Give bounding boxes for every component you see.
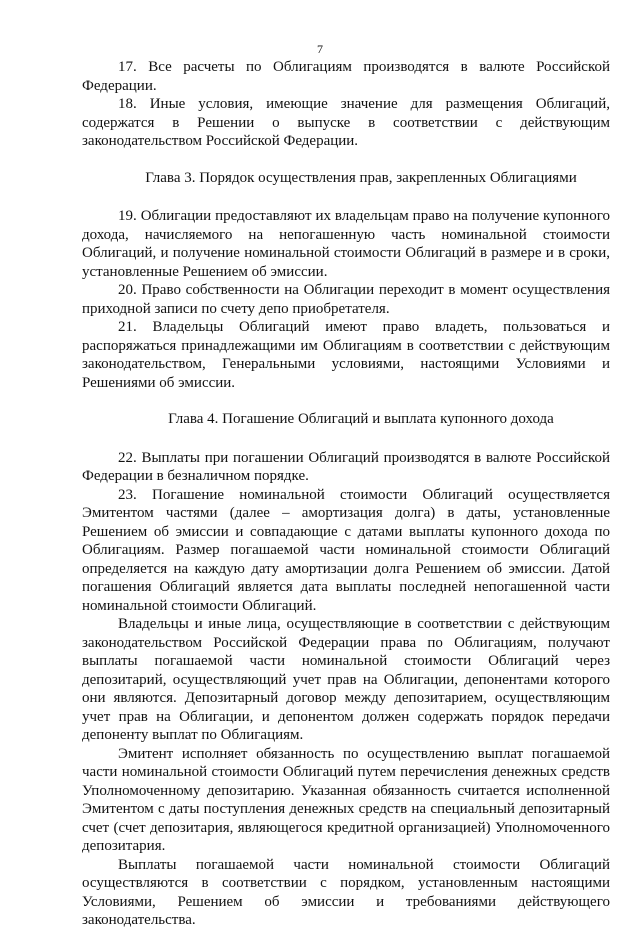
chapter-4-heading: Глава 4. Погашение Облигаций и выплата купонного дохода — [168, 411, 554, 427]
paragraph-17: 17. Все расчеты по Облигациям производятся в валюте Российской Федерации. — [82, 59, 610, 94]
paragraph-23: 23. Погашение номинальной стоимости Облигаций осуществляется Эмитентом частями (далее – амортизация долга) в даты, установленные Решением об эмиссии и совпадающие с датами выплаты купонного дохода по Облигациям. Размер погашаемой части номинальной стоимости Облигаций определяется на каждую дату амортизации долга Решением об эмиссии. Датой погашения Облигаций является дата выплаты последней непогашенной части номинальной стоимости Облигаций. — [82, 486, 610, 614]
page-number: 7 — [317, 42, 323, 56]
paragraph-19: 19. Облигации предоставляют их владельцам право на получение купонного дохода, начисляемого на непогашенную часть номинальной стоимости Облигаций, и получение номинальной стоимости Облигаций в размере и в сроки, установленные Решением об эмиссии. — [82, 208, 610, 280]
chapter-3-heading: Глава 3. Порядок осуществления прав, закрепленных Облигациями — [145, 169, 577, 186]
paragraph-18: 18. Иные условия, имеющие значение для размещения Облигаций, содержатся в Решении о выпуске в соответствии с действующим законодательством Российской Федерации. — [82, 96, 610, 149]
paragraph-20: 20. Право собственности на Облигации переходит в момент осуществления приходной записи по счету депо приобретателя. — [82, 282, 610, 317]
paragraph-22: 22. Выплаты при погашении Облигаций производятся в валюте Российской Федерации в безналичном порядке. — [82, 449, 610, 484]
document-body — [82, 58, 610, 930]
paragraph-21: 21. Владельцы Облигаций имеют право владеть, пользоваться и распоряжаться принадлежащими им Облигациям в соответствии с действующим законодательством, Генеральными условиями, настоящими Условиями и Решениями об эмиссии. — [82, 319, 610, 391]
paragraph-issuer-obligation: Эмитент исполняет обязанность по осуществлению выплат погашаемой части номинальной стоимости Облигаций путем перечисления денежных средств Уполномоченному депозитарию. Указанная обязанность считается исполненной Эмитентом с даты поступления денежных средств на специальный депозитарный счет (счет депозитария, являющегося кредитной организацией) Уполномоченного депозитария. — [82, 745, 610, 854]
paragraph-payments-order: Выплаты погашаемой части номинальной стоимости Облигаций осуществляются в соответствии с порядком, установленным настоящими Условиями, Решением об эмиссии и требованиями действующего законодательства. — [82, 856, 610, 928]
paragraph-holders: Владельцы и иные лица, осуществляющие в соответствии с действующим законодательством Российской Федерации права по Облигациям, получают выплаты погашаемой части номинальной стоимости Облигаций через депозитарий, осуществляющий учет прав на Облигации, депонентами которого они являются. Депозитарный договор между депозитарием, осуществляющим учет прав на Облигации, и депонентом должен содержать порядок передачи депоненту выплат по Облигациям. — [82, 616, 610, 743]
